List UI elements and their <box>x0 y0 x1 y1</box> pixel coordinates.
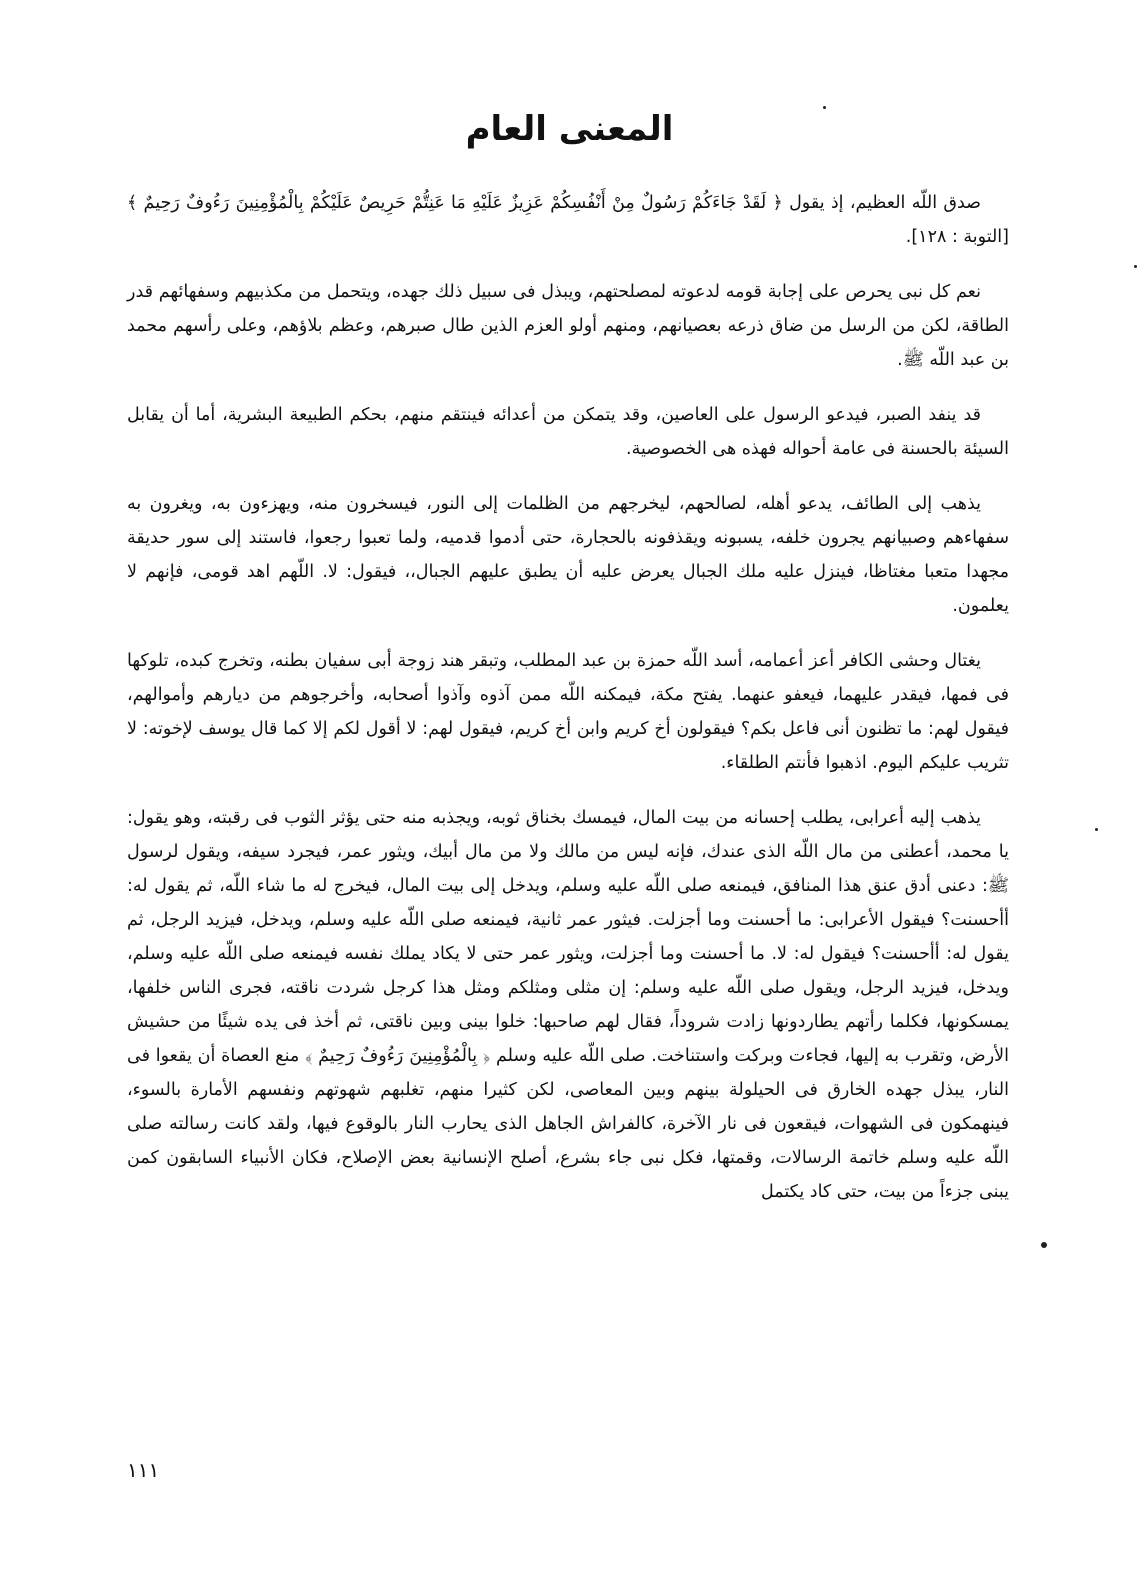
scan-speck <box>1095 828 1098 831</box>
page-number: ١١١ <box>127 1458 160 1482</box>
scan-speck <box>823 106 826 109</box>
scan-speck <box>1041 1242 1047 1248</box>
paragraph-prophets-patience: نعم كل نبى يحرص على إجابة قومه لدعوته لمصلحتهم، ويبذل فى سبيل ذلك جهده، ويتحمل من مكذبيهم وسفهائهم قدر الطاقة، لكن من الرسل من ضاق ذرعه بعصيانهم، ومنهم أولو العزم الذين طال صبرهم، وعظم بلاؤهم، وعلى رأسهم محمد بن عبد اللّه ﷺ. <box>127 282 1009 370</box>
paragraph-bedouin: يذهب إليه أعرابى، يطلب إحسانه من بيت المال، فيمسك بخناق ثوبه، ويجذبه منه حتى يؤثر الثوب فى رقبته، وهو يقول: يا محمد، أعطنى من مال اللّه الذى عندك، فإنه ليس من مالك ولا من مال أبيك، ويثور عمر، فيجرد سيفه، ويقول لرسول ﷺ: دعنى أدق عنق هذا المنافق، فيمنعه صلى اللّه عليه وسلم، ويدخل إلى بيت المال، فيخرج له ما شاء اللّه، ثم يقول له: أأحسنت؟ فيقول الأعرابى: ما أحسنت وما أجزلت. فيثور عمر ثانية، فيمنعه صلى اللّه عليه وسلم، ويدخل، فيزيد الرجل، ثم يقول له: أأحسنت؟ فيقول له: لا. ما أحسنت وما أجزلت، ويثور عمر حتى لا يكاد يملك نفسه فيمنعه صلى اللّه عليه وسلم، ويدخل، فيزيد الرجل، ويقول صلى اللّه عليه وسلم: إن مثلى ومثلكم ومثل هذا كرجل شردت ناقته، فجرى الناس خلفها، يمسكونها، فكلما رأتهم يطاردونها زادت شروداً، فقال لهم صاحبها: خلوا بينى وبين ناقتى، ثم أخذ فى يده شيئًا من حشيش الأرض، وتقرب به إليها، فجاءت وبركت واستناخت. صلى اللّه عليه وسلم ﴿ بِالْمُؤْمِنِينَ رَءُوفٌ رَحِيمٌ ﴾ منع العصاة أن يقعوا فى النار، يبذل جهده الخارق فى الحيلولة بينهم وبين المعاصى، لكن كثيرا منهم، تغلبهم شهوتهم ونفسهم الأمارة بالسوء، فينهمكون فى الشهوات، فيقعون فى نار الآخرة، كالفراش الجاهل الذى يحارب النار بالوقوع فيها، ولقد كانت رسالته صلى اللّه عليه وسلم خاتمة الرسالات، وقمتها، فكل نبى جاء بشرع، أصلح الإنسانية بعض الإصلاح، فكان الأنبياء السابقون كمن يبنى جزءاً من بيت، حتى كاد يكتمل <box>127 808 1009 1202</box>
scan-speck <box>1134 265 1137 268</box>
paragraph-hamza-mecca: يغتال وحشى الكافر أعز أعمامه، أسد اللّه حمزة بن عبد المطلب، وتبقر هند زوجة أبى سفيان بطنه، وتخرج كبده، تلوكها فى فمها، فيقدر عليهما، فيعفو عنهما. يفتح مكة، فيمكنه اللّه ممن آذوه وآذوا أصحابه، وأخرجوهم من ديارهم وأموالهم، فيقول لهم: ما تظنون أنى فاعل بكم؟ فيقولون أخ كريم وابن أخ كريم، فيقول لهم: لا أقول لكم إلا كما قال يوسف لإخوته: لا تثريب عليكم اليوم. اذهبوا فأنتم الطلقاء. <box>127 651 1009 773</box>
paragraph-taif: يذهب إلى الطائف، يدعو أهله، لصالحهم، ليخرجهم من الظلمات إلى النور، فيسخرون منه، ويهزءون به، ويغرون به سفهاءهم وصبيانهم يجرون خلفه، يسبونه ويقذفونه بالحجارة، حتى أدموا قدميه، ولما تعبوا رجعوا، فاستند إلى سور حديقة مجهدا متعبا مغتاظا، فينزل عليه ملك الجبال يعرض عليه أن يطبق عليهم الجبال،، فيقول: لا. اللّهم اهد قومى، فإنهم لا يعلمون. <box>127 494 1009 616</box>
page-title: المعنى العام <box>465 109 674 149</box>
paragraph-quran-verse: صدق اللّه العظيم، إذ يقول ﴿ لَقَدْ جَاءَكُمْ رَسُولٌ مِنْ أَنْفُسِكُمْ عَزِيزٌ عَلَيْهِ مَا عَنِتُّمْ حَرِيصٌ عَلَيْكُمْ بِالْمُؤْمِنِينَ رَءُوفٌ رَحِيمٌ ﴾ [التوبة : ١٢٨]. <box>127 193 1009 247</box>
body-text <box>127 186 1009 1209</box>
paragraph-human-nature: قد ينفد الصبر، فيدعو الرسول على العاصين، وقد يتمكن من أعدائه فينتقم منهم، بحكم الطبيعة البشرية، أما أن يقابل السيئة بالحسنة فى عامة أحواله فهذه هى الخصوصية. <box>127 405 1009 459</box>
